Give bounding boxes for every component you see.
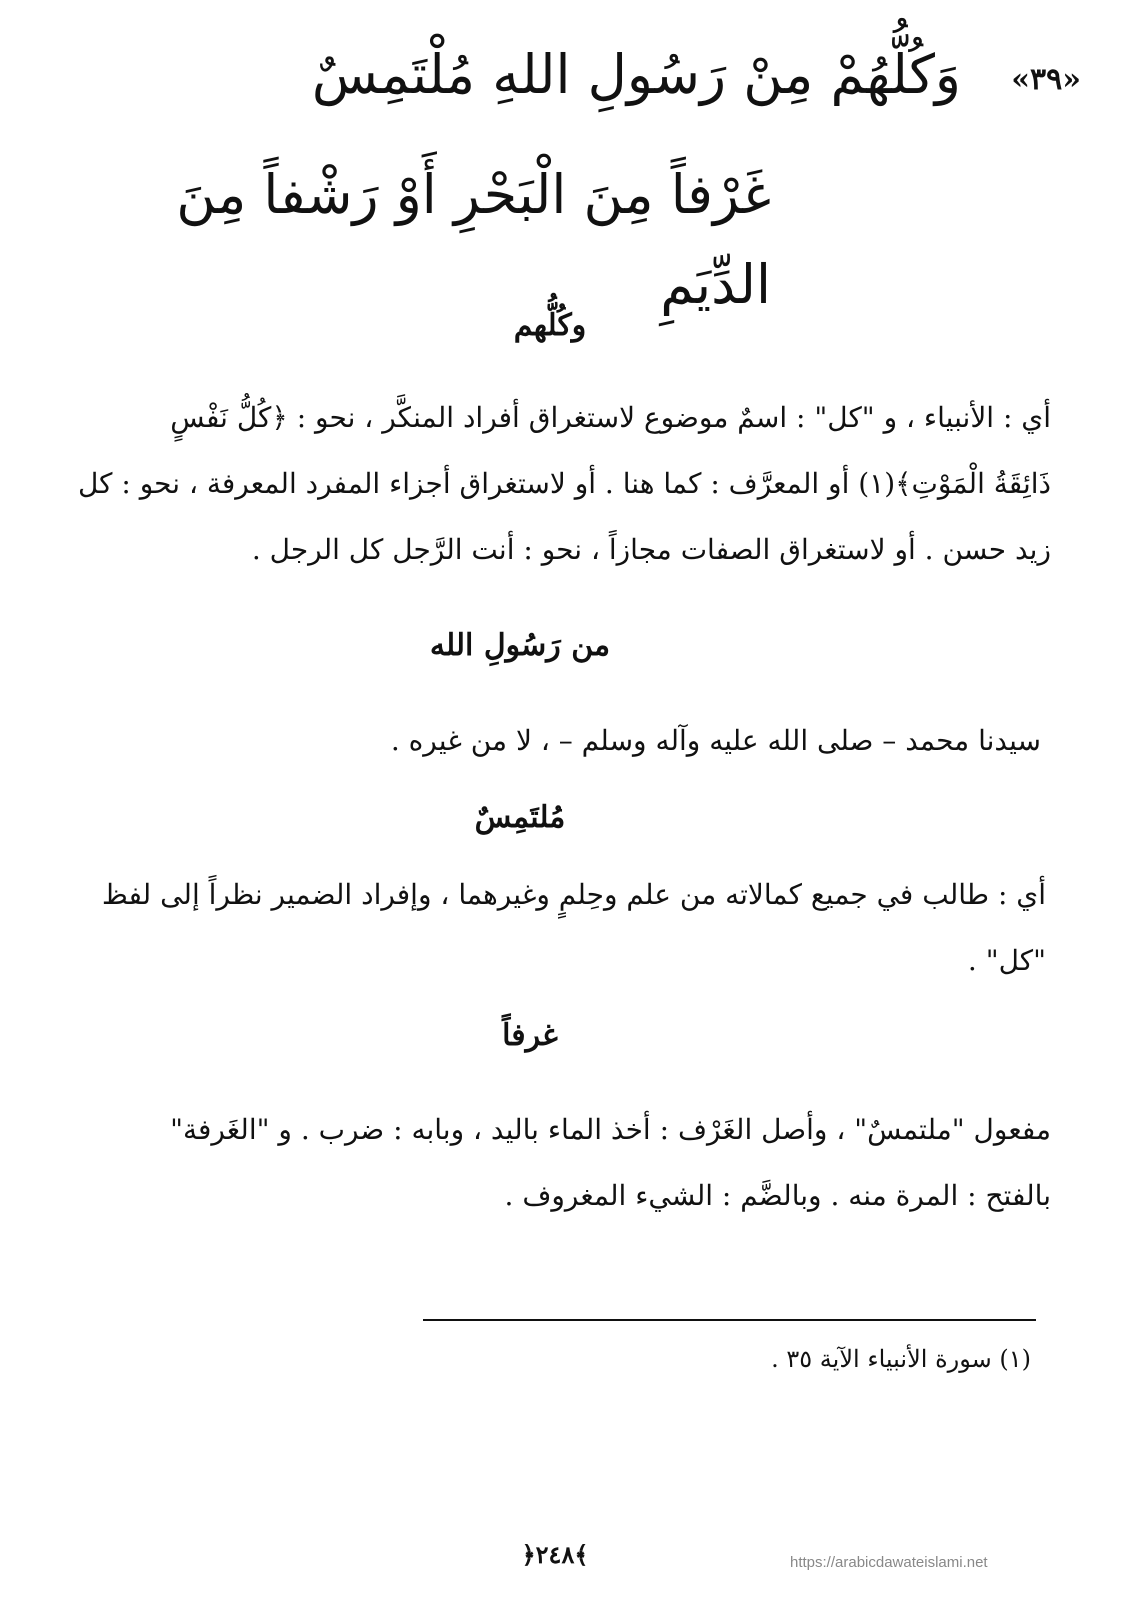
paragraph-line: زيد حسن . أو لاستغراق الصفات مجازاً ، نحو : أنت الرَّجل كل الرجل . [251, 533, 1051, 566]
paragraph-line: ذَائِقَةُ الْمَوْتِ﴾(١) أو المعرَّف : كما هنا . أو لاستغراق أجزاء المفرد المعرفة ، نحو : كل [77, 467, 1051, 500]
paragraph-line: سيدنا محمد – صلى الله عليه وآله وسلم – ، لا من غيره . [390, 724, 1041, 757]
paragraph-line: أي : طالب في جميع كمالاته من علم وحِلمٍ وغيرهما ، وإفراد الضمير نظراً إلى لفظ [101, 878, 1046, 911]
section-heading-rasul-allah: من رَسُولِ الله [429, 628, 611, 663]
watermark-url: https://arabicdawateislami.net [790, 1554, 988, 1571]
section-heading-kulluhum: وكُلُّهم [513, 308, 587, 343]
verse-line-1: وَكُلُّهُمْ مِنْ رَسُولِ اللهِ مُلْتَمِسٌ [311, 43, 961, 106]
section-heading-multamis: مُلتَمِسٌ [474, 800, 566, 835]
section-paragraph-rasul-allah [241, 708, 1041, 774]
section-paragraph-kulluhum [51, 385, 1051, 583]
footnote-divider [423, 1319, 1036, 1321]
paragraph-line: مفعول "ملتمسٌ" ، وأصل الغَرْف : أخذ الماء باليد ، وبابه : ضرب . و "الغَرفة" [170, 1113, 1051, 1146]
page-number: ﴿٢٤٨﴾ [521, 1540, 589, 1569]
footnote: (١) سورة الأنبياء الآية ٣٥ . [771, 1345, 1031, 1373]
paragraph-line: أي : الأنبياء ، و "كل" : اسمٌ موضوع لاستغراق أفراد المنكَّر ، نحو : ﴿كُلُّ نَفْسٍ [170, 401, 1051, 434]
section-paragraph-gharfan [51, 1097, 1051, 1229]
section-paragraph-multamis [41, 862, 1046, 994]
verse-line-2: غَرْفاً مِنَ الْبَحْرِ أَوْ رَشْفاً مِنَ الدِّيَمِ [176, 163, 771, 316]
paragraph-line: بالفتح : المرة منه . وبالضَّم : الشيء المغروف . [504, 1179, 1051, 1212]
section-heading-gharfan: غرفاً [502, 1018, 558, 1053]
paragraph-line: "كل" . [967, 944, 1046, 977]
verse-number: «٣٩» [1011, 62, 1081, 97]
